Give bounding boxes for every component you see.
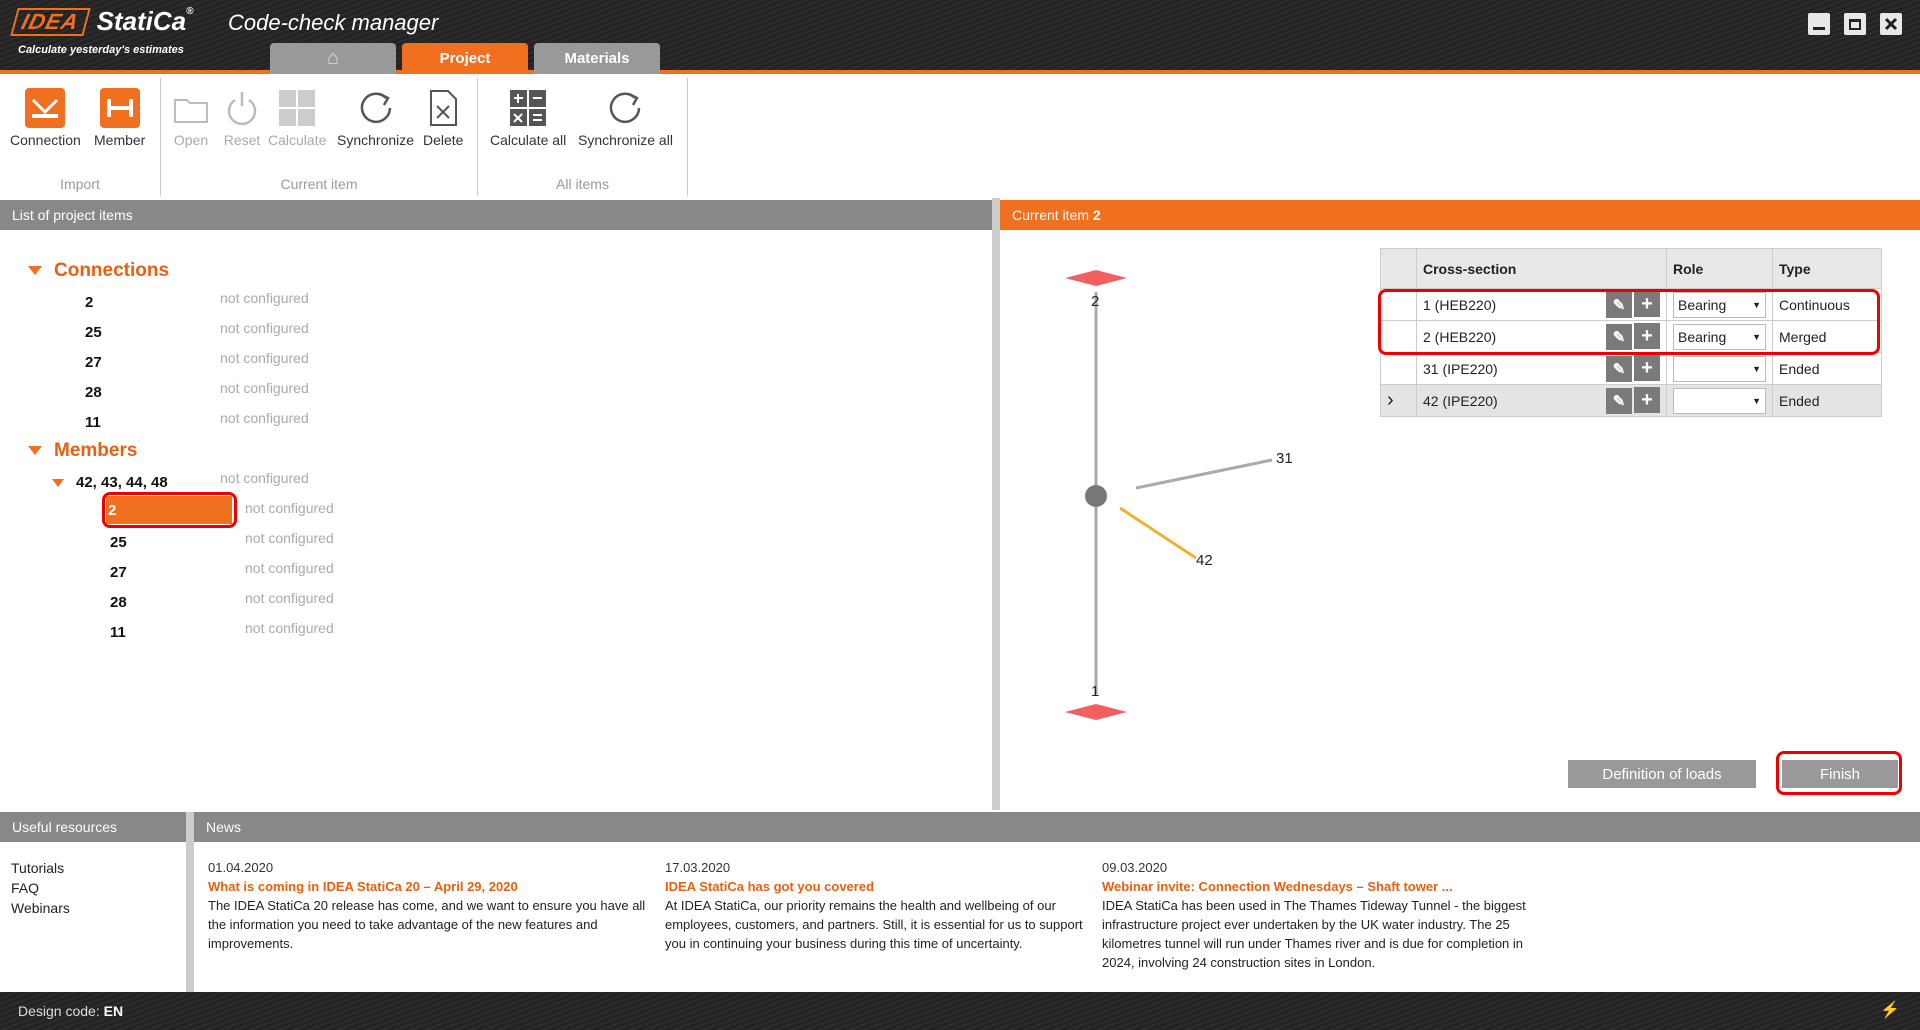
cross-section-value: 2 (HEB220) <box>1423 328 1497 345</box>
synchronize-all-label: Synchronize all <box>578 132 673 148</box>
resources-header <box>0 812 186 842</box>
member-line-42 <box>1120 508 1196 558</box>
row-actions <box>1604 355 1660 382</box>
member-status: not configured <box>245 530 334 546</box>
bottom-splitter <box>186 812 194 992</box>
connection-item[interactable]: 28 <box>85 384 102 401</box>
open-button[interactable] <box>171 88 211 148</box>
import-connection-button[interactable] <box>10 88 81 148</box>
cross-section-value: 1 (HEB220) <box>1423 296 1497 313</box>
selection-highlight <box>102 492 237 528</box>
add-button[interactable] <box>1634 355 1660 381</box>
role-select[interactable] <box>1673 356 1766 382</box>
table-row[interactable] <box>1381 353 1882 385</box>
import-member-button[interactable] <box>94 88 145 148</box>
cross-section-cell <box>1417 385 1667 417</box>
ribbon-group-label-all-items: All items <box>556 176 609 192</box>
news-header-label: News <box>206 819 242 835</box>
logo-statica-text: StatiCa <box>96 6 187 36</box>
news-body: IDEA StatiCa has been used in The Thames Tideway Tunnel - the biggest infrastructure project ever undertaken by the UK water industry. The 25 kilometres tunnel will run under Thames river and is due for completion in 2024, involving 24 construction sites in London. <box>1102 898 1526 970</box>
connection-item[interactable]: 27 <box>85 354 102 371</box>
connection-status: not configured <box>220 320 309 336</box>
tab-materials[interactable] <box>534 43 660 74</box>
member-line-31 <box>1136 460 1272 488</box>
type-cell: Ended <box>1773 385 1882 417</box>
maximize-button[interactable] <box>1844 13 1866 35</box>
expander-cell[interactable] <box>1381 385 1417 417</box>
resources-header-label: Useful resources <box>12 819 118 835</box>
ribbon <box>0 78 1920 198</box>
logo-reg: ® <box>186 6 194 17</box>
tab-project-label: Project <box>439 50 491 67</box>
reset-label: Reset <box>223 132 261 148</box>
tab-project[interactable] <box>402 43 528 74</box>
expander-header <box>1381 249 1417 289</box>
member-group-status: not configured <box>220 470 309 486</box>
connections-label: Connections <box>54 260 170 281</box>
definition-of-loads-button[interactable] <box>1568 760 1756 788</box>
news-title-link[interactable]: What is coming in IDEA StatiCa 20 – April 29, 2020 <box>208 879 518 894</box>
dropdown-arrow-icon: ▼ <box>1752 363 1761 374</box>
delete-file-icon <box>423 88 463 128</box>
member-group-label: 42, 43, 44, 48 <box>76 474 168 491</box>
resources-links <box>11 858 70 918</box>
news-header <box>194 812 1920 842</box>
finish-label: Finish <box>1819 765 1860 783</box>
news-body: The IDEA StatiCa 20 release has come, and we want to ensure you have all the information you need to take advantage of the new features and improvements. <box>208 898 646 951</box>
role-header: Role <box>1667 249 1773 289</box>
diagram-label-31: 31 <box>1276 450 1293 467</box>
ribbon-group-all-items <box>478 78 688 196</box>
collapse-triangle-icon[interactable] <box>52 479 64 487</box>
cross-section-header: Cross-section <box>1417 249 1667 289</box>
type-cell: Ended <box>1773 353 1882 385</box>
connection-status: not configured <box>220 350 309 366</box>
node-point[interactable] <box>1085 485 1107 507</box>
connection-item[interactable]: 25 <box>85 324 102 341</box>
calculate-label: Calculate <box>268 132 327 148</box>
tab-home[interactable] <box>270 43 396 74</box>
open-label: Open <box>173 132 209 148</box>
calculate-all-button[interactable] <box>490 88 566 148</box>
chevron-right-icon[interactable]: › <box>1387 389 1394 411</box>
type-header: Type <box>1773 249 1882 289</box>
ribbon-group-label-current-item: Current item <box>280 176 358 192</box>
connection-icon <box>25 88 65 128</box>
support-bottom <box>1065 704 1127 720</box>
window-controls <box>1808 13 1902 35</box>
cross-section-value: 31 (IPE220) <box>1423 360 1498 377</box>
role-value: Bearing <box>1678 296 1727 313</box>
member-diagram[interactable] <box>1000 232 1350 752</box>
synchronize-label: Synchronize <box>337 132 415 148</box>
member-group[interactable] <box>52 474 168 491</box>
member-item[interactable]: 27 <box>110 564 127 581</box>
current-item-header-label: Current item <box>1012 207 1090 223</box>
member-status: not configured <box>245 620 334 636</box>
project-list-header-label: List of project items <box>12 207 133 223</box>
power-icon <box>222 88 262 128</box>
calculator-icon <box>508 88 548 128</box>
project-list-header <box>0 200 992 230</box>
plus-icon: + <box>1641 388 1653 411</box>
faq-link[interactable]: FAQ <box>11 880 40 896</box>
member-status: not configured <box>245 590 334 606</box>
calculate-all-label: Calculate all <box>490 132 567 148</box>
status-bar <box>0 992 1920 1030</box>
dropdown-arrow-icon: ▼ <box>1752 299 1761 310</box>
ribbon-group-label-import: Import <box>60 176 100 192</box>
main-tabs <box>270 43 660 74</box>
members-label: Members <box>54 440 138 461</box>
edit-button[interactable] <box>1606 356 1632 382</box>
plus-icon: + <box>1641 292 1653 315</box>
news-body: At IDEA StatiCa, our priority remains the health and wellbeing of our employees, customers, and partners. Still, it is essential for us to support you in continuing your business during this time of uncertainty. <box>665 898 1083 951</box>
pencil-icon: ✎ <box>1612 328 1626 346</box>
news-date: 17.03.2020 <box>665 860 731 875</box>
pencil-icon: ✎ <box>1612 360 1626 378</box>
role-value: Bearing <box>1678 328 1727 345</box>
ribbon-group-current-item <box>161 78 478 196</box>
diagram-label-top: 2 <box>1091 293 1100 310</box>
minimize-icon <box>1813 27 1825 30</box>
type-cell: Continuous <box>1773 289 1882 321</box>
minimize-button[interactable] <box>1808 13 1830 35</box>
calculator-icon <box>277 88 317 128</box>
import-connection-label: Connection <box>10 132 81 148</box>
member-item[interactable]: 28 <box>110 594 127 611</box>
row-actions <box>1604 387 1660 414</box>
design-code-label: Design code: <box>18 1003 100 1019</box>
member-item[interactable]: 11 <box>110 624 126 641</box>
cross-section-cell <box>1417 353 1667 385</box>
diagram-label-bottom: 1 <box>1091 683 1100 700</box>
member-status: not configured <box>245 560 334 576</box>
pencil-icon: ✎ <box>1612 392 1626 410</box>
dropdown-arrow-icon: ▼ <box>1752 331 1761 342</box>
refresh-icon <box>605 88 645 128</box>
member-item-selected[interactable]: 2 <box>106 496 232 524</box>
connection-status: not configured <box>220 380 309 396</box>
title-bar <box>0 0 1920 74</box>
logo-statica <box>97 6 194 37</box>
close-icon <box>1884 17 1898 31</box>
current-item-number: 2 <box>1092 207 1101 223</box>
table-header-row <box>1381 249 1882 289</box>
diagram-label-42: 42 <box>1196 552 1213 569</box>
news-date: 01.04.2020 <box>208 860 274 875</box>
delete-button[interactable] <box>423 88 463 148</box>
connection-status: not configured <box>220 290 309 306</box>
news-item[interactable] <box>208 858 648 953</box>
member-item[interactable]: 25 <box>110 534 127 551</box>
webinars-link[interactable]: Webinars <box>11 900 70 916</box>
home-icon: ⌂ <box>326 47 340 69</box>
design-code-value: EN <box>103 1003 124 1019</box>
news-title-link[interactable]: Webinar invite: Connection Wednesdays – Shaft tower ... <box>1102 879 1453 894</box>
reset-button[interactable] <box>222 88 262 148</box>
folder-icon <box>171 88 211 128</box>
table-row[interactable] <box>1381 385 1882 417</box>
panel-splitter[interactable] <box>992 198 1000 810</box>
connection-plug-icon: ⚡ <box>1880 1002 1900 1019</box>
definition-of-loads-label: Definition of loads <box>1602 765 1722 783</box>
add-button[interactable] <box>1634 387 1660 413</box>
plus-icon: + <box>1641 324 1653 347</box>
member-icon <box>100 88 140 128</box>
news-item[interactable] <box>1102 858 1542 972</box>
rows-highlight <box>1378 289 1880 355</box>
connection-item[interactable]: 11 <box>85 414 101 431</box>
tab-materials-label: Materials <box>564 50 630 67</box>
news-title-link[interactable]: IDEA StatiCa has got you covered <box>665 879 875 894</box>
ribbon-group-import <box>0 78 161 196</box>
synchronize-button[interactable] <box>337 88 414 148</box>
collapse-triangle-icon[interactable] <box>28 446 42 455</box>
support-top <box>1065 270 1127 286</box>
connections-section[interactable] <box>28 260 169 282</box>
current-item-header <box>1000 200 1920 230</box>
maximize-icon <box>1849 19 1861 30</box>
plus-icon: + <box>1641 356 1653 379</box>
type-cell: Merged <box>1773 321 1882 353</box>
delete-label: Delete <box>423 132 464 148</box>
refresh-icon <box>356 88 396 128</box>
synchronize-all-button[interactable] <box>578 88 673 148</box>
logo-idea: IDEA <box>10 8 90 36</box>
finish-highlight <box>1776 751 1902 795</box>
cross-section-value: 42 (IPE220) <box>1423 392 1498 409</box>
news-item[interactable] <box>665 858 1085 953</box>
dropdown-arrow-icon: ▼ <box>1752 395 1761 406</box>
expander-cell <box>1381 353 1417 385</box>
calculate-button[interactable] <box>268 88 326 148</box>
collapse-triangle-icon[interactable] <box>28 266 42 275</box>
role-select[interactable] <box>1673 388 1766 414</box>
members-section[interactable] <box>28 440 137 462</box>
app-tagline: Calculate yesterday's estimates <box>18 44 184 56</box>
edit-button[interactable] <box>1606 388 1632 414</box>
pencil-icon: ✎ <box>1612 296 1626 314</box>
logo <box>14 6 194 37</box>
member-status: not configured <box>245 500 334 516</box>
role-cell <box>1667 353 1773 385</box>
close-button[interactable] <box>1880 13 1902 35</box>
role-cell <box>1667 385 1773 417</box>
tutorials-link[interactable]: Tutorials <box>11 860 65 876</box>
connection-item[interactable]: 2 <box>85 294 94 311</box>
connection-status: not configured <box>220 410 309 426</box>
app-title: Code-check manager <box>228 10 439 35</box>
news-date: 09.03.2020 <box>1102 860 1168 875</box>
import-member-label: Member <box>94 132 146 148</box>
